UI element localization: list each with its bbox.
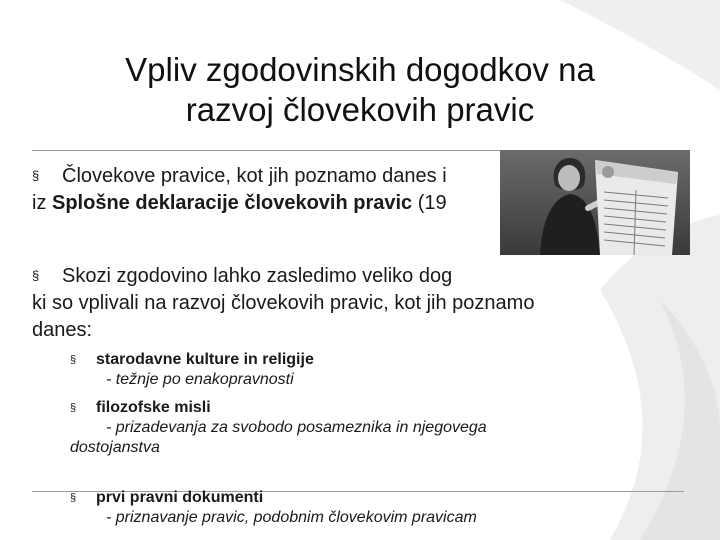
sub-item-ancient-cultures [70,350,670,390]
sub-item-label: prvi pravni dokumenti [96,489,264,506]
bullet1-text-b-suffix: (19 [412,192,447,214]
bullet-icon: § [32,268,40,283]
sub-item-label: starodavne kulture in religije [96,351,314,368]
bullet-icon: § [70,354,77,366]
bullet-icon: § [70,492,77,504]
declaration-name: Splošne deklaracije človekovih pravic [52,192,413,214]
slide-title [40,50,680,130]
bullet1-text-a: Človekove pravice, kot jih poznamo danes i [62,165,447,187]
sub-item-philosophy [70,398,670,458]
sub-item-note-line-2: dostojanstva [70,439,160,456]
bullet2-line-1: Skozi zgodovino lahko zasledimo veliko dog [62,265,453,287]
sub-item-label: filozofske misli [96,399,211,416]
bullet2-line-2: ki so vplivali na razvoj človekovih pravic, kot jih poznamo [32,292,535,314]
photo-eleanor-declaration [500,150,690,255]
bullet1-text-b-prefix: iz [32,192,52,214]
title-line-2: razvoj človekovih pravic [185,91,535,128]
sub-item-legal-documents [70,488,670,528]
bullet2-line-3: danes: [32,319,93,341]
bullet-icon: § [32,168,40,183]
sub-item-note: - težnje po enakopravnosti [106,371,294,388]
sub-item-note: - priznavanje pravic, podobnim človekovim pravicam [106,509,477,526]
title-line-1: Vpliv zgodovinskih dogodkov na [125,51,595,88]
sub-item-note-line-1: - prizadevanja za svobodo posameznika in njegovega [106,419,487,436]
bullet-item-history [32,262,692,344]
bullet-icon: § [70,402,77,414]
